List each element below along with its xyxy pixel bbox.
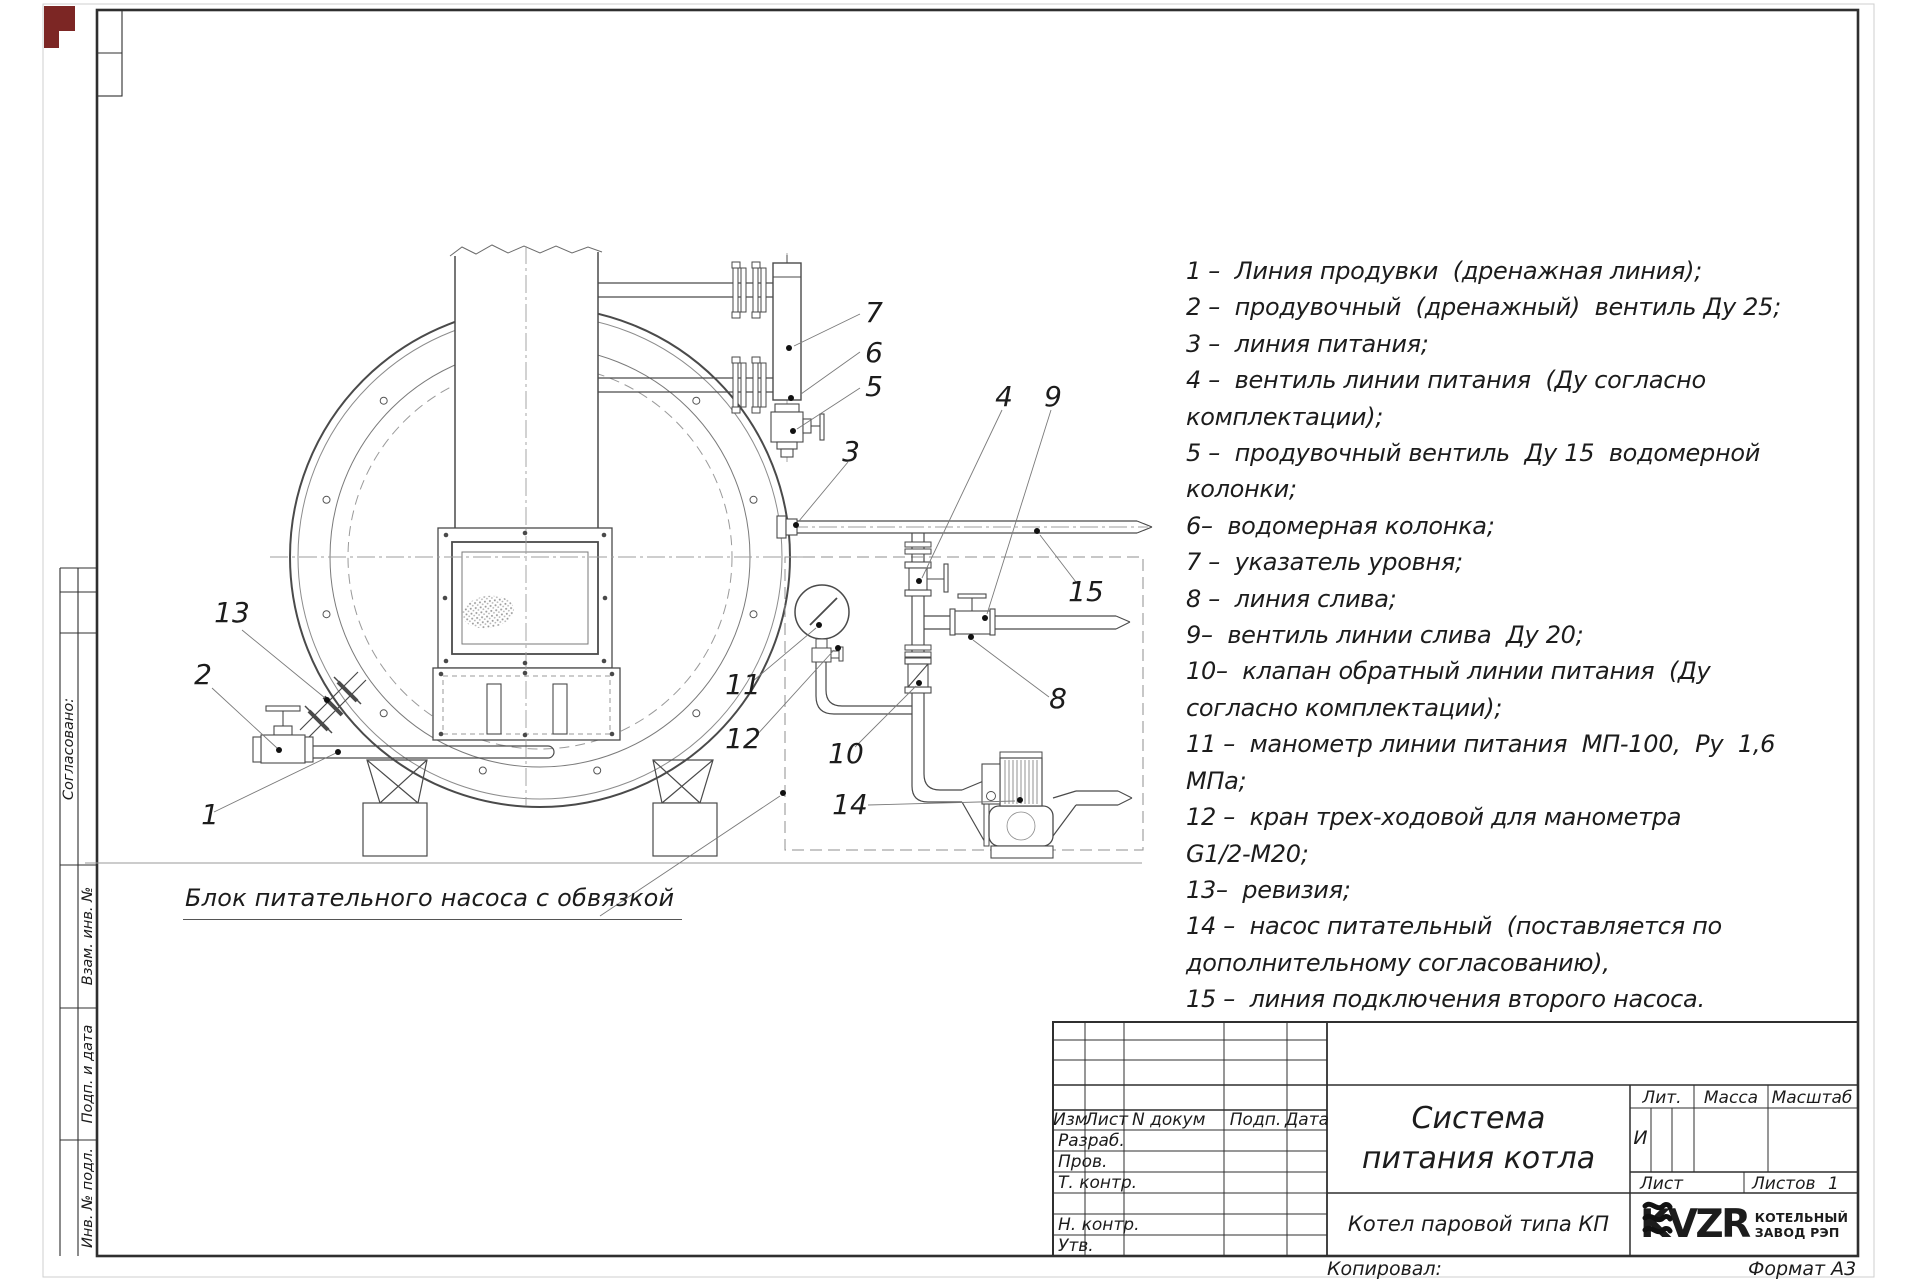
legend-line: 9– вентиль линии слива Ду 20; [1186, 621, 1584, 650]
legend-line: 3 – линия питания; [1186, 329, 1429, 358]
callout-3: 3 [842, 435, 860, 468]
callout-11: 11 [725, 668, 761, 701]
callout-9: 9 [1044, 380, 1062, 413]
legend-line: 1 – Линия продувки (дренажная линия); [1186, 257, 1702, 285]
legend-line: 7 – указатель уровня; [1186, 548, 1463, 577]
kvzr-logo [1640, 1198, 1854, 1252]
burner-panel [433, 668, 620, 740]
tb-lit-value: И [1633, 1127, 1648, 1149]
logo-subtext-line2: ЗАВОД РЭП [1754, 1225, 1840, 1240]
tb-scale-label: Масштаб [1771, 1088, 1853, 1108]
legend-line: согласно комплектации); [1186, 693, 1503, 722]
tb-col-podp: Подп. [1229, 1110, 1282, 1130]
tb-row-prov: Пров. [1058, 1152, 1108, 1172]
callout-8: 8 [1049, 682, 1067, 715]
legend-line: 14 – насос питательный (поставляется по [1186, 912, 1722, 941]
boiler-door [438, 528, 612, 668]
tb-col-data: Дата [1285, 1110, 1330, 1130]
tb-col-ndoc: N докум [1132, 1110, 1206, 1130]
legend-line: 5 – продувочный вентиль Ду 15 водомерной [1186, 439, 1761, 468]
callout-2: 2 [194, 658, 212, 691]
callout-14: 14 [832, 788, 868, 821]
agreed-label: Согласовано: [61, 697, 77, 801]
legend-line: дополнительному согласованию), [1186, 948, 1610, 977]
logo-subtext [1755, 1210, 1849, 1240]
tb-col-izm: Изм [1053, 1110, 1088, 1130]
pump-block-caption: Блок питательного насоса с обвязкой [183, 884, 682, 920]
copied-label: Копировал: [1327, 1258, 1442, 1280]
legend-line: 12 – кран трех-ходовой для манометра [1186, 803, 1682, 832]
tb-row-utv: Утв. [1058, 1236, 1094, 1256]
stamp-vzam-inv: Взам. инв. № [80, 886, 96, 986]
legend-line: 6– водомерная колонка; [1186, 511, 1495, 540]
coil-icon [1640, 1198, 1674, 1240]
callout-7: 7 [865, 296, 883, 329]
check-valve [905, 658, 931, 693]
callout-12: 12 [725, 722, 761, 755]
tb-col-list: Лист [1085, 1110, 1129, 1130]
stamp-inv-podl: Инв. № подл. [80, 1147, 96, 1249]
legend-line: 11 – манометр линии питания МП-100, Ру 1,6 [1186, 730, 1776, 759]
tb-sheets-label: Листов [1752, 1174, 1816, 1194]
legend-line: 13– ревизия; [1186, 875, 1351, 904]
legend-line: 15 – линия подключения второго насоса. [1186, 985, 1705, 1014]
doc-title-line1: Система [1411, 1101, 1546, 1136]
callout-6: 6 [865, 336, 883, 369]
legend-line: комплектации); [1186, 402, 1384, 431]
legend-line: 4 – вентиль линии питания (Ду согласно [1186, 366, 1706, 395]
legend-line: 10– клапан обратный линии питания (Ду [1186, 657, 1711, 686]
logo-subtext-line1: КОТЕЛЬНЫЙ [1754, 1210, 1849, 1225]
callout-4: 4 [995, 380, 1013, 413]
tb-lit-label: Лит. [1642, 1088, 1682, 1108]
callout-5: 5 [865, 370, 883, 403]
tb-mass-label: Масса [1703, 1088, 1759, 1108]
tb-sheets-value: 1 [1828, 1174, 1839, 1194]
logo-wordmark: KVZR [1640, 1202, 1749, 1247]
callout-13: 13 [214, 596, 250, 629]
callout-15: 15 [1068, 575, 1104, 608]
legend-line: 2 – продувочный (дренажный) вентиль Ду 25; [1186, 293, 1781, 322]
format-label: Формат А3 [1748, 1258, 1857, 1280]
doc-title-line2: питания котла [1361, 1141, 1596, 1176]
tb-row-razrab: Разраб. [1058, 1131, 1125, 1151]
legend-line: МПа; [1186, 766, 1247, 795]
callout-1: 1 [201, 798, 219, 831]
legend-line: колонки; [1186, 475, 1297, 504]
callout-10: 10 [828, 737, 864, 770]
stamp-podp-data: Подп. и дата [80, 1024, 96, 1124]
doc-subtitle: Котел паровой типа КП [1347, 1212, 1610, 1236]
tb-row-tkontr: Т. контр. [1058, 1173, 1138, 1193]
legend-line: 8 – линия слива; [1186, 584, 1397, 613]
legend [1186, 253, 1806, 1018]
tb-row-nkontr: Н. контр. [1058, 1215, 1140, 1235]
legend-line: G1/2-М20; [1186, 839, 1309, 868]
tb-sheet-label: Лист [1640, 1174, 1684, 1194]
